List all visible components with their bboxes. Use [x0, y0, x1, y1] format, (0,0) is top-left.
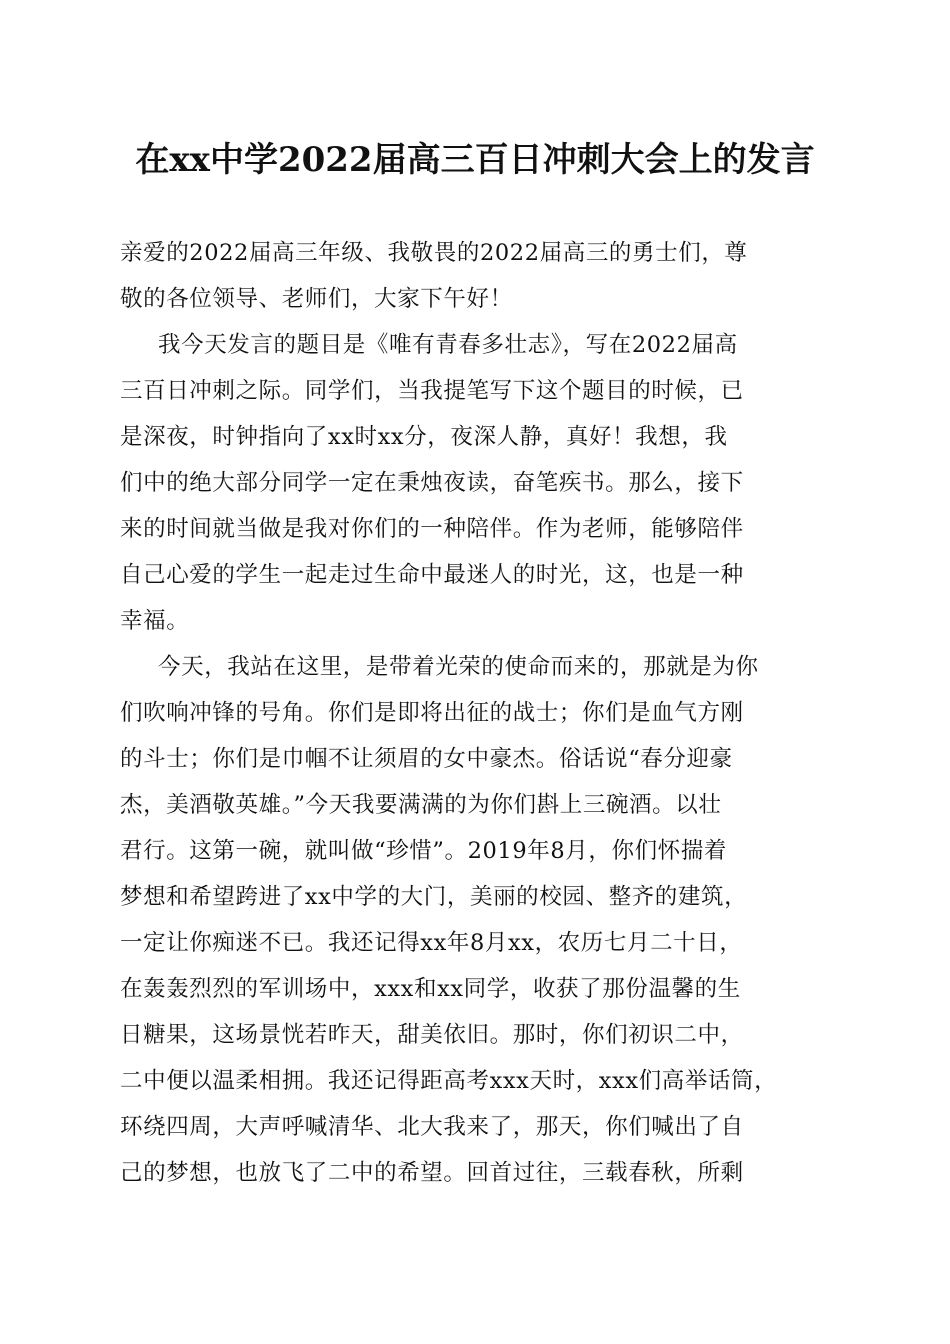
text-line: 梦想和希望跨进了xx中学的大门，美丽的校园、整齐的建筑，: [120, 884, 748, 910]
page-title: 在xx中学2022届高三百日冲刺大会上的发言: [135, 140, 815, 180]
text-line: 一定让你痴迷不已。我还记得xx年8月xx，农历七月二十日，: [120, 930, 743, 956]
text-line: 来的时间就当做是我对你们的一种陪伴。作为老师，能够陪伴: [120, 516, 744, 542]
text-line: 敬的各位领导、老师们，大家下午好！: [120, 286, 513, 312]
text-line: 是深夜，时钟指向了xx时xx分，夜深人静，真好！我想，我: [120, 424, 728, 450]
text-line: 日糖果，这场景恍若昨天，甜美依旧。那时，你们初识二中，: [120, 1022, 744, 1048]
text-line: 的斗士；你们是巾帼不让须眉的女中豪杰。俗话说“春分迎豪: [120, 746, 733, 772]
text-line: 君行。这第一碗，就叫做“珍惜”。2019年8月，你们怀揣着: [120, 838, 727, 864]
text-line: 幸福。: [120, 608, 190, 634]
text-line: 杰，美酒敬英雄。”今天我要满满的为你们斟上三碗酒。以壮: [120, 792, 722, 818]
text-line: 己的梦想，也放飞了二中的希望。回首过往，三载春秋，所剩: [120, 1160, 744, 1186]
text-line: 今天，我站在这里，是带着光荣的使命而来的，那就是为你: [158, 654, 759, 680]
text-line: 亲爱的2022届高三年级、我敬畏的2022届高三的勇士们，尊: [120, 240, 748, 266]
speech-body: [120, 230, 850, 1196]
text-line: 我今天发言的题目是《唯有青春多壮志》，写在2022届高: [158, 332, 738, 358]
text-line: 们吹响冲锋的号角。你们是即将出征的战士；你们是血气方刚: [120, 700, 744, 726]
text-line: 在轰轰烈烈的军训场中，xxx和xx同学，收获了那份温馨的生: [120, 976, 741, 1002]
text-line: 自己心爱的学生一起走过生命中最迷人的时光，这，也是一种: [120, 562, 744, 588]
text-line: 三百日冲刺之际。同学们，当我提笔写下这个题目的时候，已: [120, 378, 744, 404]
text-line: 二中便以温柔相拥。我还记得距高考xxx天时，xxx们高举话筒，: [120, 1068, 778, 1094]
text-line: 环绕四周，大声呼喊清华、北大我来了，那天，你们喊出了自: [120, 1114, 744, 1140]
text-line: 们中的绝大部分同学一定在秉烛夜读，奋笔疾书。那么，接下: [120, 470, 744, 496]
